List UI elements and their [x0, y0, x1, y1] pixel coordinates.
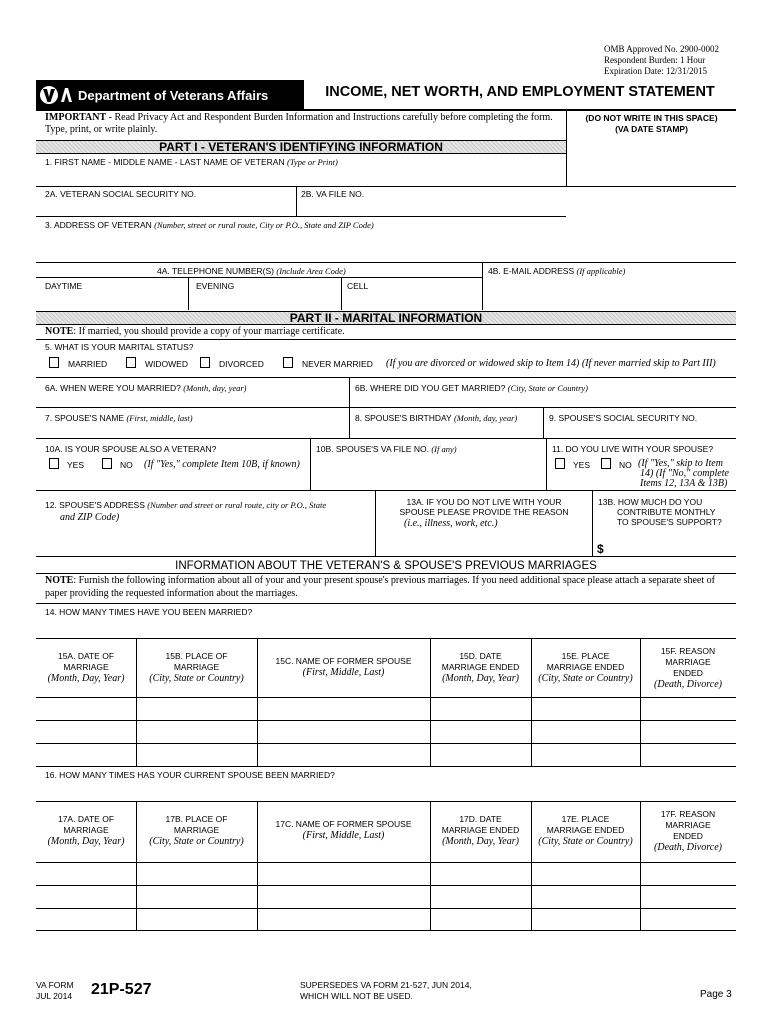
field-10a-label: 10A. IS YOUR SPOUSE ALSO A VETERAN? [45, 444, 217, 454]
table17-header-1-l2: MARRIAGE [173, 825, 220, 835]
field-10a-hint: (If "Yes," complete Item 10B, if known) [144, 459, 300, 470]
table17-header-1 [136, 814, 257, 848]
table17-header-5-l3: ENDED [673, 831, 703, 841]
table17-row-2-cell-4[interactable] [431, 886, 531, 908]
table15-row-1-cell-1[interactable] [37, 698, 136, 720]
divorced-checkbox[interactable] [200, 357, 210, 368]
support-amount-field[interactable] [608, 536, 736, 556]
live-no-label: NO [619, 460, 632, 470]
table17-row-1-cell-5[interactable] [532, 863, 640, 885]
form-number: 21P-527 [91, 981, 152, 998]
spouse-birthday-field[interactable] [350, 407, 543, 438]
spouse-veteran-yes-checkbox[interactable] [49, 458, 59, 469]
veteran-ssn-field[interactable] [36, 186, 296, 216]
spouse-va-file-field[interactable] [311, 438, 546, 490]
separation-reason-field[interactable] [376, 530, 592, 556]
table15-header-1-l1: 15B. PLACE OF [165, 651, 228, 661]
table15-header-2 [257, 656, 430, 679]
married-checkbox[interactable] [49, 357, 59, 368]
q16-label: 16. HOW MANY TIMES HAS YOUR CURRENT SPOUSE BEEN MARRIED? [45, 770, 335, 780]
table17-header-3 [430, 814, 531, 848]
field-8-label: 8. SPOUSE'S BIRTHDAY (Month, day, year) [355, 413, 518, 423]
table15-header-5-l2: MARRIAGE [665, 657, 711, 667]
table17-row-2-cell-3[interactable] [258, 886, 430, 908]
table15-row-1-cell-4[interactable] [431, 698, 531, 720]
yes-label: YES [67, 460, 85, 470]
table17-row-2-cell-2[interactable] [137, 886, 257, 908]
table17-header-5 [640, 809, 736, 854]
table17-header-5-hint: (Death, Divorce) [654, 842, 722, 853]
field-4a-label: 4A. TELEPHONE NUMBER(S) (Include Area Code) [157, 266, 346, 276]
veteran-address-field[interactable] [36, 216, 736, 262]
spouse-ssn-field[interactable] [544, 407, 736, 438]
table15-row-3-cell-3[interactable] [258, 744, 430, 766]
field-4b-label: 4B. E-MAIL ADDRESS (If applicable) [488, 266, 626, 276]
footer-supersedes: SUPERSEDES VA FORM 21-527, JUN 2014, WHICH WILL NOT BE USED. [300, 980, 472, 1001]
table15-header-5-l1: 15F. REASON [660, 646, 716, 656]
veteran-name-field[interactable] [36, 154, 566, 186]
dollar-sign: $ [597, 542, 604, 556]
field-2b-label: 2B. VA FILE NO. [301, 189, 365, 199]
field-13b-label: 13B. HOW MUCH DO YOU CONTRIBUTE MONTHLY TO SPOUSE'S SUPPORT? [598, 497, 722, 527]
table15-header-1 [136, 651, 257, 685]
field-9-label: 9. SPOUSE'S SOCIAL SECURITY NO. [549, 413, 698, 423]
field-3-label: 3. ADDRESS OF VETERAN (Number, street or rural route, City or P.O., State and ZIP Code) [45, 220, 374, 230]
table15-header-5 [640, 646, 736, 691]
omb-burden: Respondent Burden: 1 Hour [604, 55, 706, 65]
table15-header-0-l2: MARRIAGE [63, 662, 109, 672]
table17-header-4-l1: 17E. PLACE [561, 814, 610, 824]
table15-row-2-cell-4[interactable] [431, 721, 531, 743]
table17-row-2-cell-5[interactable] [532, 886, 640, 908]
table17-header-4-hint: (City, State or Country) [538, 836, 633, 847]
live-with-spouse-yes-checkbox[interactable] [555, 458, 565, 469]
table17-row-2-cell-1[interactable] [37, 886, 136, 908]
table15-header-1-l2: MARRIAGE [173, 662, 220, 672]
table15-header-0 [36, 651, 136, 685]
times-married-field[interactable] [36, 618, 736, 638]
q5-hint: (If you are divorced or widowed skip to Item 14) (If never married skip to Part III) [386, 358, 716, 369]
table17-row-1-cell-4[interactable] [431, 863, 531, 885]
table17-header-0 [36, 814, 136, 848]
never-married-checkbox[interactable] [283, 357, 293, 368]
spouse-times-married-field[interactable] [36, 781, 736, 801]
table17-row-3-cell-6[interactable] [641, 909, 736, 931]
table15-row-1-cell-3[interactable] [258, 698, 430, 720]
table17-header-4 [531, 814, 640, 848]
evening-phone-field[interactable] [189, 277, 341, 310]
part2-header: PART II - MARITAL INFORMATION [36, 311, 736, 325]
table17-row-3-cell-3[interactable] [258, 909, 430, 931]
table17-header-0-hint: (Month, Day, Year) [47, 836, 125, 847]
field-6b-label: 6B. WHERE DID YOU GET MARRIED? (City, State or Country) [355, 383, 589, 393]
table15-row-2-cell-3[interactable] [258, 721, 430, 743]
table15-header-4-l1: 15E. PLACE [561, 651, 610, 661]
table17-row-1-cell-2[interactable] [137, 863, 257, 885]
field-13a-label: 13A. IF YOU DO NOT LIVE WITH YOUR SPOUSE PLEASE PROVIDE THE REASON [399, 497, 569, 517]
spouse-veteran-no-checkbox[interactable] [102, 458, 112, 469]
stamp-line1: (DO NOT WRITE IN THIS SPACE) [585, 113, 718, 123]
table15-header-5-l3: ENDED [673, 668, 703, 678]
stamp-line2: (VA DATE STAMP) [615, 124, 688, 134]
table17-header-3-l1: 17D. DATE [459, 814, 502, 824]
table17-row-3-cell-4[interactable] [431, 909, 531, 931]
never-married-label: NEVER MARRIED [302, 359, 373, 369]
table17-row-1-cell-6[interactable] [641, 863, 736, 885]
q5-label: 5. WHAT IS YOUR MARITAL STATUS? [45, 342, 194, 352]
table15-row-3-cell-5[interactable] [532, 744, 640, 766]
omb-info [604, 44, 719, 77]
table15-header-0-hint: (Month, Day, Year) [47, 673, 125, 684]
table15-header-0-l1: 15A. DATE OF [57, 651, 115, 661]
table17-row-3-cell-2[interactable] [137, 909, 257, 931]
table17-header-0-l1: 17A. DATE OF [57, 814, 115, 824]
table15-header-3-hint: (Month, Day, Year) [442, 673, 519, 684]
table17-header-2-l1: 17C. NAME OF FORMER SPOUSE [275, 819, 412, 829]
footer-form-info [36, 980, 74, 1002]
table17-header-5-l2: MARRIAGE [665, 820, 711, 830]
q14-label: 14. HOW MANY TIMES HAVE YOU BEEN MARRIED? [45, 607, 253, 617]
va-logo-icon [39, 83, 73, 107]
field-6a-label: 6A. WHEN WERE YOU MARRIED? (Month, day, year) [45, 383, 247, 393]
field-12-hint: and ZIP Code) [60, 512, 120, 523]
cell-label: CELL [347, 281, 369, 291]
important-label: IMPORTANT [45, 112, 107, 123]
agency-banner [36, 80, 304, 110]
marriage-date-field[interactable] [36, 377, 349, 407]
part1-header: PART I - VETERAN'S IDENTIFYING INFORMATION [36, 140, 566, 154]
no-label: NO [120, 460, 133, 470]
table17-header-2 [257, 819, 430, 842]
prev-marriages-note: NOTE: Furnish the following information about all of your and your present spouse's previous marriages. If you need additional space please attach a separate sheet of paper providing the requested information about the marriages. [45, 575, 715, 599]
table15-row-2-cell-6[interactable] [641, 721, 736, 743]
table15-header-2-hint: (First, Middle, Last) [302, 667, 385, 678]
widowed-label: WIDOWED [145, 359, 188, 369]
table17-row-1-cell-3[interactable] [258, 863, 430, 885]
evening-label: EVENING [196, 281, 235, 291]
table15-header-4-l2: MARRIAGE ENDED [546, 662, 625, 672]
va-file-no-field[interactable] [297, 186, 566, 216]
page-number: Page 3 [700, 989, 732, 1000]
va-date-stamp-area [567, 113, 736, 135]
omb-expiration: Expiration Date: 12/31/2015 [604, 66, 707, 76]
field-11-hint: (If "Yes," skip to Item 14) (If "No," complete Items 12, 13A & 13B) [638, 458, 729, 489]
table15-header-3-l2: MARRIAGE ENDED [441, 662, 520, 672]
email-field[interactable] [483, 276, 736, 310]
spouse-address-field[interactable] [36, 490, 375, 556]
form-title: INCOME, NET WORTH, AND EMPLOYMENT STATEMENT [325, 84, 715, 100]
table15-header-4-hint: (City, State or Country) [538, 673, 633, 684]
table15-row-1-cell-5[interactable] [532, 698, 640, 720]
table17-row-2-cell-6[interactable] [641, 886, 736, 908]
marriage-place-field[interactable] [350, 377, 736, 407]
table15-row-1-cell-6[interactable] [641, 698, 736, 720]
table17-header-3-l2: MARRIAGE ENDED [441, 825, 520, 835]
divorced-label: DIVORCED [219, 359, 264, 369]
table17-header-0-l2: MARRIAGE [63, 825, 109, 835]
table15-row-1-cell-2[interactable] [137, 698, 257, 720]
table17-header-5-l1: 17F. REASON [660, 809, 716, 819]
part2-note: NOTE: If married, you should provide a copy of your marriage certificate. [45, 326, 345, 337]
table17-header-4-l2: MARRIAGE ENDED [546, 825, 625, 835]
live-yes-label: YES [573, 460, 591, 470]
daytime-phone-field[interactable] [36, 277, 188, 310]
footer-date: JUL 2014 [36, 991, 73, 1001]
field-12-label: 12. SPOUSE'S ADDRESS (Number and street or rural route, city or P.O., State [45, 500, 327, 510]
field-1-label: 1. FIRST NAME - MIDDLE NAME - LAST NAME OF VETERAN (Type or Print) [45, 157, 338, 167]
table17-row-3-cell-1[interactable] [37, 909, 136, 931]
omb-approved: OMB Approved No. 2900-0002 [604, 44, 719, 54]
table15-header-5-hint: (Death, Divorce) [654, 679, 722, 690]
daytime-label: DAYTIME [45, 281, 83, 291]
table17-header-2-hint: (First, Middle, Last) [302, 830, 385, 841]
table15-header-4 [531, 651, 640, 685]
cell-phone-field[interactable] [342, 277, 482, 310]
table15-row-2-cell-1[interactable] [37, 721, 136, 743]
widowed-checkbox[interactable] [126, 357, 136, 368]
field-10b-label: 10B. SPOUSE'S VA FILE NO. (If any) [316, 444, 457, 454]
table15-row-3-cell-2[interactable] [137, 744, 257, 766]
table15-header-1-hint: (City, State or Country) [149, 673, 244, 684]
agency-name: Department of Veterans Affairs [78, 88, 269, 103]
table15-row-2-cell-2[interactable] [137, 721, 257, 743]
table17-header-1-l1: 17B. PLACE OF [165, 814, 228, 824]
table15-row-2-cell-5[interactable] [532, 721, 640, 743]
footer-va-form: VA FORM [36, 980, 74, 990]
table17-row-3-cell-5[interactable] [532, 909, 640, 931]
live-with-spouse-no-checkbox[interactable] [601, 458, 611, 469]
table17-row-1-cell-1[interactable] [37, 863, 136, 885]
table15-row-3-cell-1[interactable] [37, 744, 136, 766]
table17-header-1-hint: (City, State or Country) [149, 836, 244, 847]
table15-header-3-l1: 15D. DATE [459, 651, 502, 661]
spouse-name-field[interactable] [36, 407, 349, 438]
field-2a-label: 2A. VETERAN SOCIAL SECURITY NO. [45, 189, 197, 199]
important-body: - Read Privacy Act and Respondent Burden Information and Instructions carefully before completing the form. Type, print, or write plainly. [45, 112, 553, 135]
field-13a-hint: (i.e., illness, work, etc.) [404, 518, 498, 529]
field-7-label: 7. SPOUSE'S NAME (First, middle, last) [45, 413, 193, 423]
field-11-label: 11. DO YOU LIVE WITH YOUR SPOUSE? [552, 444, 714, 454]
table15-row-3-cell-4[interactable] [431, 744, 531, 766]
important-text [45, 112, 565, 136]
table15-header-3 [430, 651, 531, 685]
married-label: MARRIED [68, 359, 108, 369]
table15-row-3-cell-6[interactable] [641, 744, 736, 766]
table15-header-2-l1: 15C. NAME OF FORMER SPOUSE [275, 656, 412, 666]
table17-header-3-hint: (Month, Day, Year) [442, 836, 519, 847]
prev-marriages-title: INFORMATION ABOUT THE VETERAN'S & SPOUSE'S PREVIOUS MARRIAGES [175, 560, 597, 572]
